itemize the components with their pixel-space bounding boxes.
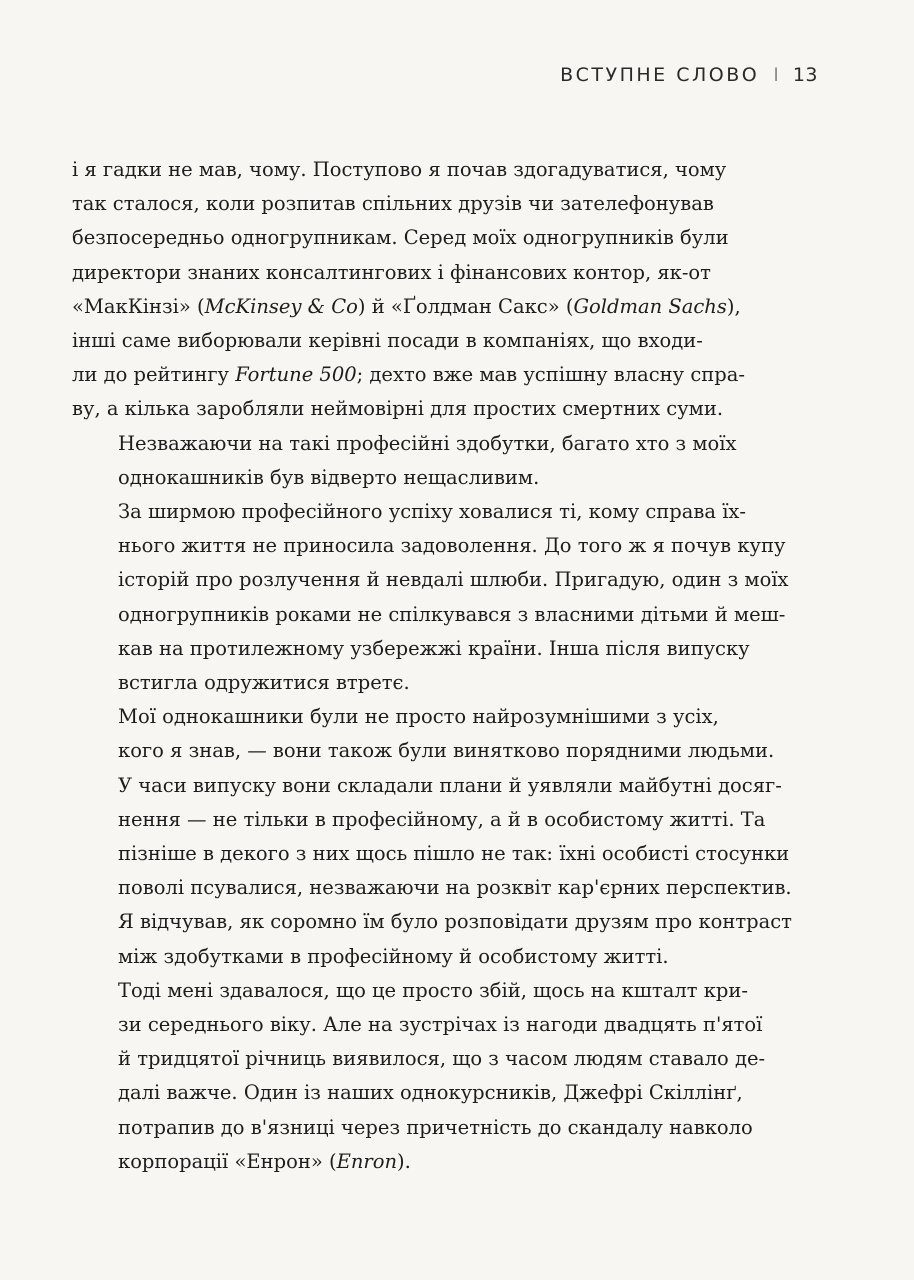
- text-segment: ) й «Ґолдман Сакс» (: [357, 294, 574, 318]
- paragraph: [72, 700, 812, 974]
- text-line: [72, 769, 812, 803]
- text-line: [72, 221, 812, 255]
- text-line: [72, 153, 812, 187]
- text-line: [72, 427, 812, 461]
- page-number: 13: [792, 64, 818, 86]
- text-segment: поволі псувалися, незважаючи на розквіт кар'єрних перспектив.: [118, 876, 792, 900]
- text-segment: одногрупників роками не спілкувався з власними дітьми й меш-: [118, 602, 786, 626]
- header-separator: I: [773, 64, 779, 86]
- text-segment: кого я знав, — вони також були винятково порядними людьми.: [118, 739, 775, 763]
- italic-title: Goldman Sachs: [573, 294, 727, 318]
- body-text: [72, 153, 812, 1179]
- text-segment: Я відчував, як соромно їм було розповідати друзям про контраст: [118, 910, 792, 934]
- text-segment: ву, а кілька заробляли неймовірні для простих смертних суми.: [72, 397, 724, 421]
- text-segment: інші саме виборювали керівні посади в компаніях, що входи-: [72, 329, 703, 353]
- text-line: [72, 871, 812, 905]
- text-segment: Тоді мені здавалося, що це просто збій, щось на кшталт кри-: [118, 978, 748, 1002]
- text-segment: «МакКінзі» (: [72, 294, 205, 318]
- section-title: ВСТУПНЕ СЛОВО: [560, 64, 760, 86]
- text-line: [72, 1076, 812, 1110]
- text-line: [72, 529, 812, 563]
- text-line: [72, 495, 812, 529]
- text-line: [72, 598, 812, 632]
- text-segment: директори знаних консалтингових і фінансових контор, як-от: [72, 260, 711, 284]
- text-segment: так сталося, коли розпитав спільних друзів чи зателефонував: [72, 192, 714, 216]
- text-line: [72, 358, 812, 392]
- text-line: [72, 666, 812, 700]
- text-line: [72, 461, 812, 495]
- text-line: [72, 1042, 812, 1076]
- text-segment: однокашників був відверто нещасливим.: [118, 465, 540, 489]
- paragraph: [72, 974, 812, 1179]
- text-line: [72, 803, 812, 837]
- text-line: [72, 940, 812, 974]
- text-segment: За ширмою професійного успіху ховалися ті, кому справа їх-: [118, 500, 747, 524]
- text-line: [72, 734, 812, 768]
- text-line: [72, 1111, 812, 1145]
- text-line: [72, 256, 812, 290]
- text-segment: нього життя не приносила задоволення. До того ж я почув купу: [118, 534, 786, 558]
- paragraph: [72, 153, 812, 427]
- text-segment: кав на протилежному узбережжі країни. Інша після випуску: [118, 636, 750, 660]
- text-segment: Мої однокашники були не просто найрозумнішими з усіх,: [118, 705, 719, 729]
- text-segment: пізніше в декого з них щось пішло не так: їхні особисті стосунки: [118, 842, 790, 866]
- text-line: [72, 1008, 812, 1042]
- text-segment: й тридцятої річниць виявилося, що з часом людям ставало де-: [118, 1047, 766, 1071]
- text-line: [72, 187, 812, 221]
- text-segment: безпосередньо одногрупникам. Серед моїх одногрупників були: [72, 226, 729, 250]
- text-segment: корпорації «Енрон» (: [118, 1149, 337, 1173]
- text-line: [72, 290, 812, 324]
- text-segment: між здобутками в професійному й особистому житті.: [118, 944, 669, 968]
- text-segment: Незважаючи на такі професійні здобутки, багато хто з моїх: [118, 431, 737, 455]
- text-segment: і я гадки не мав, чому. Поступово я почав здогадуватися, чому: [72, 158, 727, 181]
- text-segment: ),: [726, 294, 741, 318]
- text-line: [72, 700, 812, 734]
- text-line: [72, 392, 812, 426]
- text-segment: потрапив до в'язниці через причетність до скандалу навколо: [118, 1115, 753, 1139]
- text-line: [72, 324, 812, 358]
- text-segment: зи середнього віку. Але на зустрічах із нагоди двадцять п'ятої: [118, 1013, 763, 1037]
- paragraph: [72, 427, 812, 495]
- text-segment: ; дехто вже мав успішну власну спра-: [356, 363, 745, 387]
- text-line: [72, 1145, 812, 1179]
- running-head: [560, 64, 818, 86]
- text-line: [72, 632, 812, 666]
- italic-title: McKinsey & Co: [204, 294, 358, 318]
- text-segment: ).: [397, 1149, 411, 1173]
- text-line: [72, 837, 812, 871]
- text-segment: У часи випуску вони складали плани й уявляли майбутні досяг-: [118, 773, 782, 797]
- text-segment: ли до рейтингу: [72, 363, 236, 387]
- paragraph: [72, 495, 812, 700]
- text-line: [72, 974, 812, 1008]
- text-segment: далі важче. Один із наших однокурсників, Джефрі Скіллінґ,: [118, 1081, 743, 1105]
- text-segment: історій про розлучення й невдалі шлюби. Пригадую, один з моїх: [118, 568, 789, 592]
- italic-title: Fortune 500: [235, 363, 357, 387]
- text-segment: встигла одружитися втретє.: [118, 671, 410, 695]
- text-line: [72, 563, 812, 597]
- text-segment: нення — не тільки в професійному, а й в особистому житті. Та: [118, 807, 766, 831]
- italic-title: Enron: [336, 1149, 398, 1173]
- text-line: [72, 905, 812, 939]
